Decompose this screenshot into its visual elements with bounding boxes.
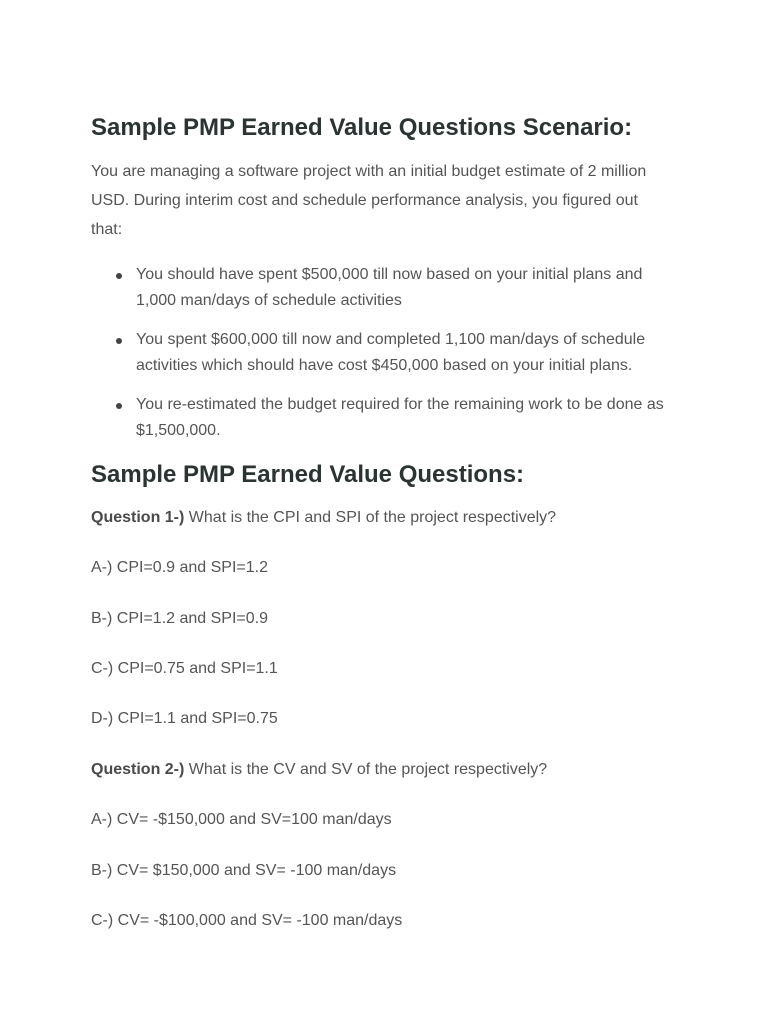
- bullet-dot-icon: [116, 403, 122, 409]
- answer-option: A-) CV= -$150,000 and SV=100 man/days: [91, 811, 392, 828]
- answer-option: C-) CPI=0.75 and SPI=1.1: [91, 660, 278, 677]
- answer-option: C-) CV= -$100,000 and SV= -100 man/days: [91, 912, 403, 929]
- scenario-intro: You are managing a software project with an initial budget estimate of 2 million USD. During interim cost and schedule performance analysis, you figured out that:: [91, 163, 647, 238]
- answer-option: B-) CPI=1.2 and SPI=0.9: [91, 610, 268, 627]
- question-text: What is the CPI and SPI of the project respectively?: [184, 509, 557, 526]
- question-label: Question 1-): [91, 509, 185, 526]
- question-text: What is the CV and SV of the project respectively?: [184, 761, 548, 778]
- bullet-dot-icon: [116, 338, 122, 344]
- answer-option: D-) CPI=1.1 and SPI=0.75: [91, 710, 278, 727]
- answer-option: A-) CPI=0.9 and SPI=1.2: [91, 559, 268, 576]
- question-1: [91, 507, 556, 529]
- bullet-text: You re-estimated the budget required for the remaining work to be done as $1,500,000.: [136, 396, 664, 439]
- questions-heading: Sample PMP Earned Value Questions:: [91, 461, 525, 488]
- question-label: Question 2-): [91, 761, 185, 778]
- bullet-text: You should have spent $500,000 till now based on your initial plans and 1,000 man/days of schedule activities: [136, 266, 643, 309]
- question-2: [91, 759, 547, 781]
- answer-option: B-) CV= $150,000 and SV= -100 man/days: [91, 862, 397, 879]
- bullet-text: You spent $600,000 till now and completed 1,100 man/days of schedule activities which should have cost $450,000 based on your initial plans.: [136, 331, 646, 374]
- scenario-heading: Sample PMP Earned Value Questions Scenario:: [91, 114, 633, 141]
- bullet-dot-icon: [116, 273, 122, 279]
